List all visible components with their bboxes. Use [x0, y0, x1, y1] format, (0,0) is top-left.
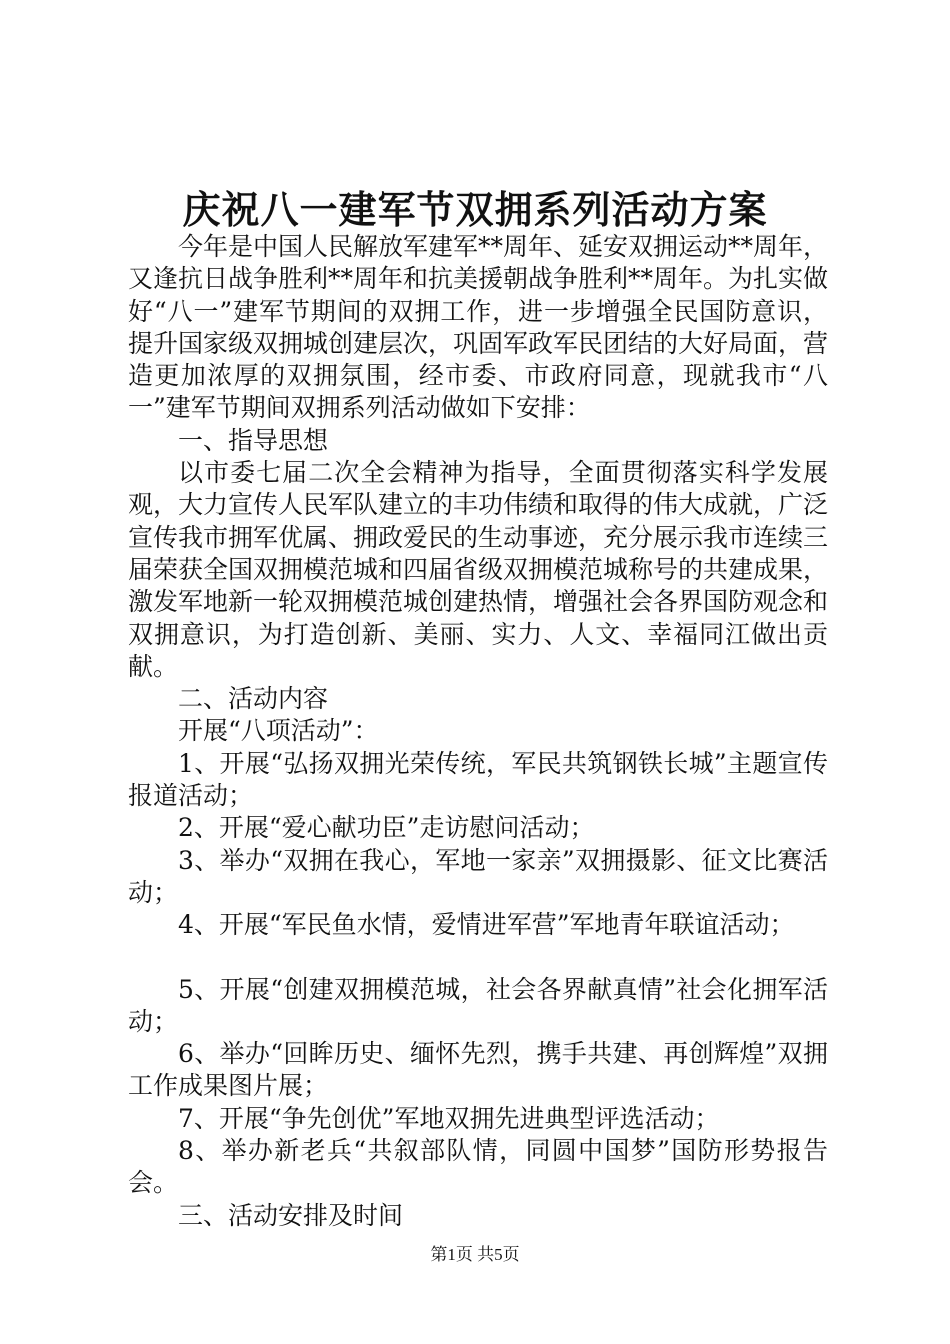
paragraph-guiding-ideology: 以市委七届二次全会精神为指导，全面贯彻落实科学发展观，大力宣传人民军队建立的丰功伟绩和取得的伟大成就，广泛宣传我市拥军优属、拥政爱民的生动事迹，充分展示我市连续三届荣获全国双拥模范城和四届省级双拥模范城称号的共建成果，激发军地新一轮双拥模范城创建热情，增强社会各界国防观念和双拥意识，为打造创新、美丽、实力、人文、幸福同江做出贡献。: [128, 458, 829, 681]
list-item-activity-7: 7、开展“争先创优”军地双拥先进典型评选活动；: [178, 1103, 720, 1133]
list-item-activity-1: 1、开展“弘扬双拥光荣传统，军民共筑钢铁长城”主题宣传报道活动；: [128, 748, 828, 811]
list-item-activity-5: 5、开展“创建双拥模范城，社会各界献真情”社会化拥军活动；: [128, 974, 828, 1036]
section-heading-guiding-ideology: 一、指导思想: [178, 425, 329, 455]
paragraph-eight-activities: 开展“八项活动”：: [178, 716, 379, 746]
page-footer: 第1页 共5页: [430, 1245, 520, 1264]
blank-line: [128, 942, 828, 974]
document-title: 庆祝八一建军节双拥系列活动方案: [182, 187, 768, 232]
list-item-activity-6: 6、举办“回眸历史、缅怀先烈，携手共建、再创辉煌”双拥工作成果图片展；: [128, 1039, 828, 1101]
paragraph-intro: 今年是中国人民解放军建军**周年、延安双拥运动**周年，又逢抗日战争胜利**周年和抗美援朝战争胜利**周年。为扎实做好“八一”建军节期间的双拥工作，进一步增强全民国防意识，提升国家级双拥城创建层次，巩固军政军民团结的大好局面，营造更加浓厚的双拥氛围，经市委、市政府同意，现就我市“八一”建军节期间双拥系列活动做如下安排：: [128, 232, 829, 423]
list-item-activity-4: 4、开展“军民鱼水情，爱情进军营”军地青年联谊活动；: [178, 910, 795, 940]
section-heading-schedule: 三、活动安排及时间: [178, 1200, 404, 1230]
list-item-activity-2: 2、开展“爱心献功臣”走访慰问活动；: [178, 813, 595, 843]
section-heading-activity-content: 二、活动内容: [178, 684, 329, 714]
list-item-activity-3: 3、举办“双拥在我心，军地一家亲”双拥摄影、征文比赛活动；: [128, 845, 828, 907]
document-body: [128, 231, 828, 1232]
list-item-activity-8: 8、举办新老兵“共叙部队情，同圆中国梦”国防形势报告会。: [128, 1136, 828, 1198]
